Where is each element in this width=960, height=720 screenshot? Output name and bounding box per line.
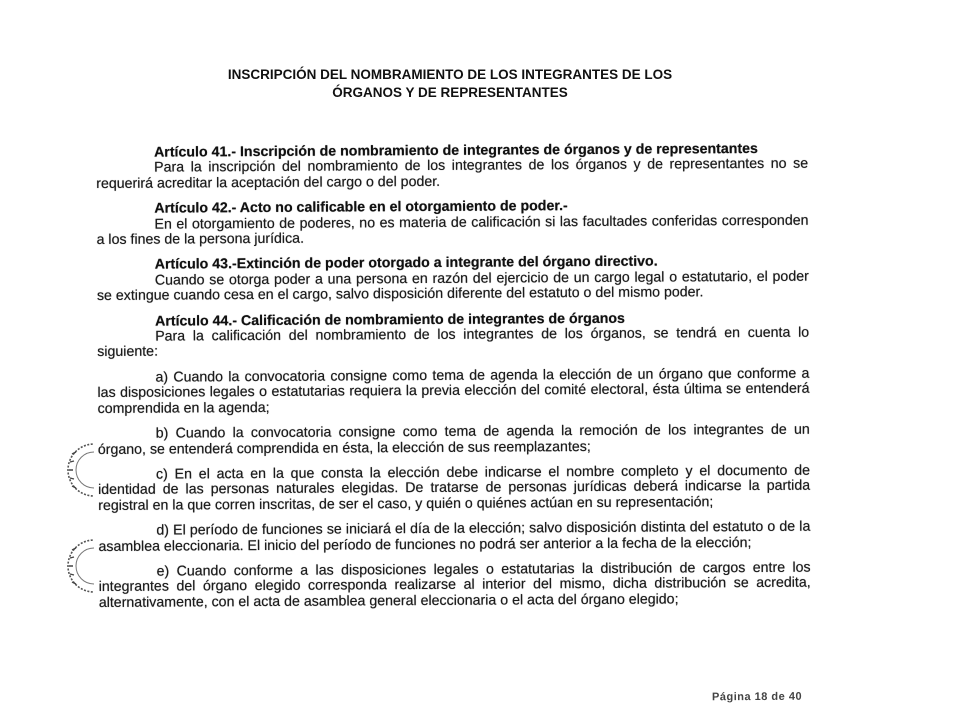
list-item: d) El período de funciones se iniciará el día de la elección; salvo disposición distinta del estatuto o de la asamblea eleccionaria. El inicio del período de funciones no podrá ser anterior a la fecha de la elección; xyxy=(98,518,811,555)
title-line-2: ÓRGANOS Y DE REPRESENTANTES xyxy=(332,85,568,100)
list-item: a) Cuando la convocatoria consigne como tema de agenda la elección de un órgano que conforme a las disposiciones legales o estatutarias requiera la previa elección del comité electoral, ésta última se entenderá comprendida en la agenda; xyxy=(97,365,810,417)
seal-stamp-icon xyxy=(54,536,94,596)
article-41 xyxy=(96,142,808,193)
article-heading: Artículo 43.-Extinción de poder otorgado a integrante del órgano directivo. xyxy=(154,254,658,274)
article-42 xyxy=(96,198,808,249)
article-heading: Artículo 41.- Inscripción de nombramiento de integrantes de órganos y de representantes xyxy=(153,140,758,161)
document-title xyxy=(150,66,750,102)
page-number: Página 18 de 40 xyxy=(711,690,803,704)
article-heading: Artículo 42.- Acto no calificable en el otorgamiento de poder.- xyxy=(154,198,568,217)
document-body xyxy=(96,142,811,621)
title-line-1: INSCRIPCIÓN DEL NOMBRAMIENTO DE LOS INTEGRANTES DE LOS xyxy=(227,67,673,82)
list-item: b) Cuando la convocatoria consigne como tema de agenda la remoción de los integrantes de un órgano, se entenderá comprendida en ésta, la elección de sus reemplazantes; xyxy=(97,421,810,458)
article-44 xyxy=(97,310,811,611)
article-43 xyxy=(97,254,809,305)
list-item: e) Cuando conforme a las disposiciones legales o estatutarias la distribución de cargos entre los integrantes del órgano elegido corresponda realizarse al interior del mismo, dicha distribución se acredita, alternativamente, con el acta de asamblea general eleccionaria o el acta del órgano elegido; xyxy=(98,559,811,611)
article-body: Para la inscripción del nombramiento de los integrantes de los órganos y de representantes no se requerirá acreditar la aceptación del cargo o del poder. xyxy=(96,156,809,192)
list-item: c) En el acta en la que consta la elección debe indicarse el nombre completo y el documento de identidad de las personas naturales elegidas. De tratarse de personas jurídicas deberá indicarse la partida registral en la que corren inscritas, de ser el caso, y quién o quiénes actúan en su representación; xyxy=(98,462,811,514)
article-body: Cuando se otorga poder a una persona en razón del ejercicio de un cargo legal o estatutario, el poder se extingue cuando cesa en el cargo, salvo disposición diferente del estatuto o del mismo poder. xyxy=(96,268,809,305)
article-44-items xyxy=(97,367,810,612)
article-body: Para la calificación del nombramiento de los integrantes de los órganos, se tendrá en cuenta lo siguiente: xyxy=(97,324,810,361)
seal-stamp-icon xyxy=(54,440,94,500)
article-body: En el otorgamiento de poderes, no es materia de calificación si las facultades conferidas corresponden a los fines de la persona jurídica. xyxy=(96,212,809,249)
article-heading: Artículo 44.- Calificación de nombramiento de integrantes de órganos xyxy=(155,310,625,330)
